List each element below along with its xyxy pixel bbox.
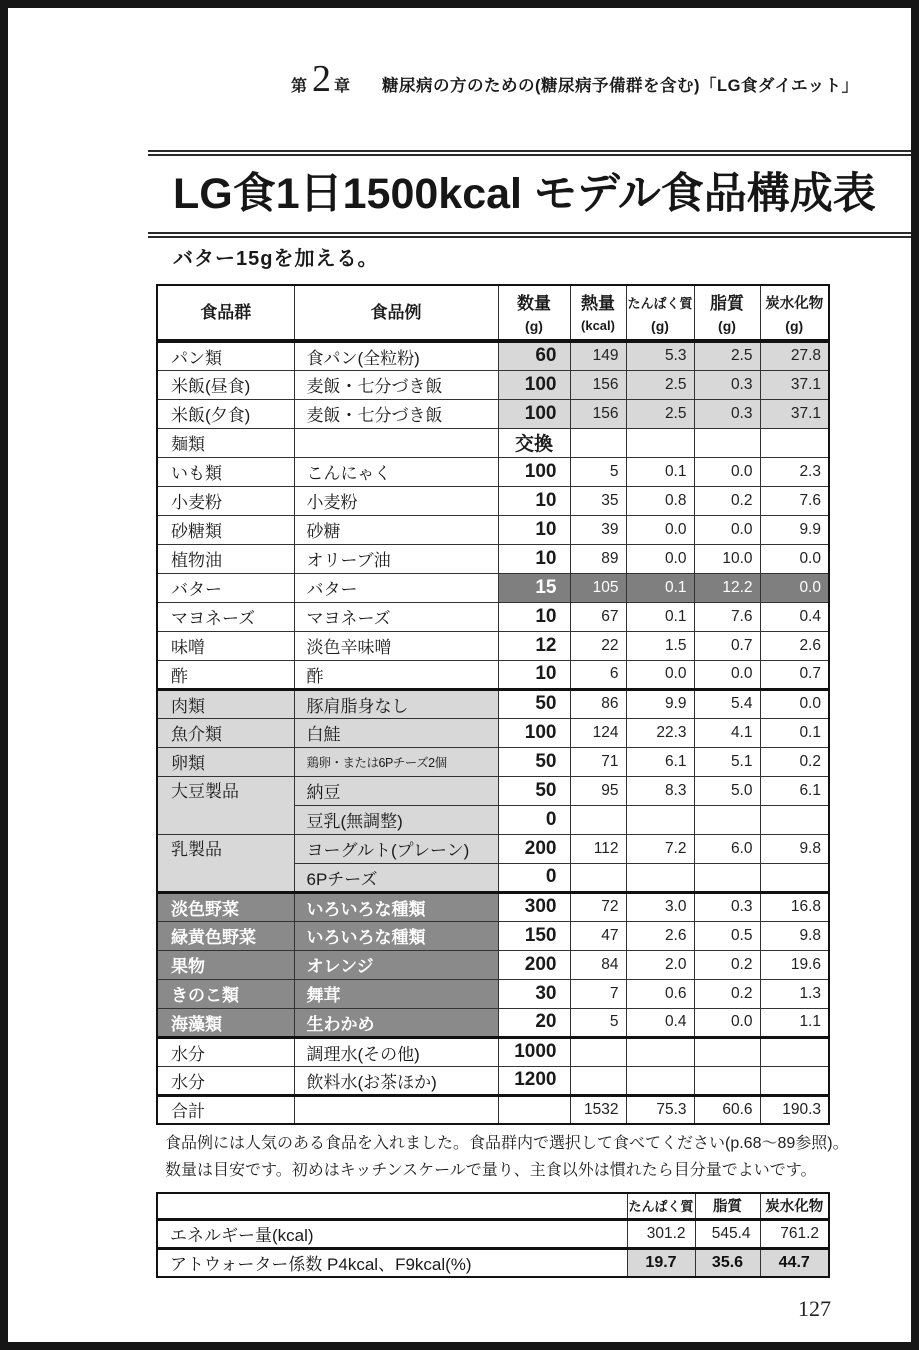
quantity-cell xyxy=(498,1095,570,1124)
chapter-prefix: 第 xyxy=(291,78,310,95)
table-row xyxy=(157,776,829,805)
food-group-cell: 酢 xyxy=(157,660,294,689)
value-cell: 9.8 xyxy=(760,834,829,863)
food-group-cell: 卵類 xyxy=(157,747,294,776)
value-cell: 0.3 xyxy=(694,370,760,399)
value-cell: 5.1 xyxy=(694,747,760,776)
table-row xyxy=(157,950,829,979)
footnotes xyxy=(165,1132,855,1186)
quantity-cell: 200 xyxy=(498,834,570,863)
food-example-cell: 飲料水(お茶ほか) xyxy=(294,1066,498,1095)
value-cell: 112 xyxy=(570,834,626,863)
quantity-cell: 10 xyxy=(498,486,570,515)
food-example-cell: いろいろな種類 xyxy=(294,892,498,921)
value-cell: 2.3 xyxy=(760,457,829,486)
food-example-cell: 納豆 xyxy=(294,776,498,805)
table-row xyxy=(157,573,829,602)
table-row xyxy=(157,370,829,399)
value-cell: 19.6 xyxy=(760,950,829,979)
table-row xyxy=(157,979,829,1008)
food-example-cell: 豆乳(無調整) xyxy=(294,805,498,834)
value-cell: 6.1 xyxy=(760,776,829,805)
value-cell: 1.5 xyxy=(626,631,694,660)
page-title: LG食1日1500kcal モデル食品構成表 xyxy=(173,170,876,218)
summary-table-wrap xyxy=(156,1192,830,1278)
value-cell xyxy=(760,805,829,834)
value-cell: 35 xyxy=(570,486,626,515)
chapter-heading xyxy=(291,60,859,98)
column-header-label: 数量 xyxy=(517,293,551,313)
quantity-cell: 0 xyxy=(498,863,570,892)
value-cell: 0.0 xyxy=(760,544,829,573)
table-row xyxy=(157,1095,829,1124)
value-cell: 0.0 xyxy=(694,1008,760,1037)
value-cell: 7.2 xyxy=(626,834,694,863)
value-cell: 6.0 xyxy=(694,834,760,863)
food-example-cell: 麦飯・七分づき飯 xyxy=(294,370,498,399)
main-table-head xyxy=(157,285,829,341)
column-header xyxy=(498,285,570,341)
value-cell: 1.1 xyxy=(760,1008,829,1037)
value-cell: 35.6 xyxy=(695,1248,760,1277)
summary-label-cell: アトウォーター係数 P4kcal、F9kcal(%) xyxy=(157,1248,627,1277)
value-cell: 2.5 xyxy=(694,341,760,370)
food-group-cell: 肉類 xyxy=(157,689,294,718)
food-example-cell xyxy=(294,428,498,457)
quantity-cell: 1200 xyxy=(498,1066,570,1095)
value-cell: 39 xyxy=(570,515,626,544)
value-cell: 0.6 xyxy=(626,979,694,1008)
column-header-label: 炭水化物 xyxy=(765,295,824,312)
quantity-cell: 50 xyxy=(498,689,570,718)
value-cell: 75.3 xyxy=(626,1095,694,1124)
value-cell: 124 xyxy=(570,718,626,747)
food-example-cell: 生わかめ xyxy=(294,1008,498,1037)
value-cell: 44.7 xyxy=(760,1248,829,1277)
value-cell xyxy=(570,1037,626,1066)
food-example-cell: 麦飯・七分づき飯 xyxy=(294,399,498,428)
value-cell xyxy=(694,805,760,834)
value-cell: 86 xyxy=(570,689,626,718)
table-row xyxy=(157,399,829,428)
table-row xyxy=(157,747,829,776)
value-cell xyxy=(626,863,694,892)
column-header xyxy=(570,285,626,341)
value-cell: 5 xyxy=(570,1008,626,1037)
column-header xyxy=(760,285,829,341)
value-cell: 0.4 xyxy=(626,1008,694,1037)
footnote-line: 数量は目安です。初めはキッチンスケールで量り、主食以外は慣れたら目分量でよいです。 xyxy=(165,1162,817,1179)
value-cell: 0.7 xyxy=(694,631,760,660)
food-example-cell: 食パン(全粒粉) xyxy=(294,341,498,370)
value-cell: 0.5 xyxy=(694,921,760,950)
table-row xyxy=(157,544,829,573)
quantity-cell: 10 xyxy=(498,515,570,544)
value-cell: 22 xyxy=(570,631,626,660)
value-cell xyxy=(760,1066,829,1095)
chapter-suffix: 章 xyxy=(334,78,353,95)
quantity-cell: 300 xyxy=(498,892,570,921)
summary-label-cell: エネルギー量(kcal) xyxy=(157,1219,627,1248)
value-cell: 0.2 xyxy=(694,979,760,1008)
value-cell: 0.0 xyxy=(694,515,760,544)
value-cell: 0.4 xyxy=(760,602,829,631)
value-cell: 10.0 xyxy=(694,544,760,573)
table-row xyxy=(157,631,829,660)
page-number: 127 xyxy=(798,1296,831,1321)
quantity-cell: 20 xyxy=(498,1008,570,1037)
value-cell: 12.2 xyxy=(694,573,760,602)
food-group-cell: きのこ類 xyxy=(157,979,294,1008)
value-cell: 60.6 xyxy=(694,1095,760,1124)
food-group-cell: 砂糖類 xyxy=(157,515,294,544)
food-example-cell: ヨーグルト(プレーン) xyxy=(294,834,498,863)
table-row xyxy=(157,1248,829,1277)
column-header-label: 熱量 xyxy=(581,293,615,313)
value-cell: 5 xyxy=(570,457,626,486)
table-row xyxy=(157,718,829,747)
table-row xyxy=(157,921,829,950)
quantity-cell: 100 xyxy=(498,457,570,486)
value-cell: 37.1 xyxy=(760,399,829,428)
food-group-cell: いも類 xyxy=(157,457,294,486)
column-header xyxy=(626,285,694,341)
food-group-cell: 味噌 xyxy=(157,631,294,660)
column-header-unit: (kcal) xyxy=(581,317,615,333)
column-header-label: 食品例 xyxy=(370,302,422,322)
value-cell xyxy=(570,863,626,892)
column-header-label: 食品群 xyxy=(200,302,252,322)
quantity-cell: 15 xyxy=(498,573,570,602)
bottom-table-body xyxy=(157,1219,829,1277)
value-cell: 0.0 xyxy=(760,689,829,718)
bottom-table-head xyxy=(157,1193,829,1219)
food-group-cell: 米飯(昼食) xyxy=(157,370,294,399)
column-header xyxy=(157,1193,627,1219)
value-cell: 47 xyxy=(570,921,626,950)
value-cell: 27.8 xyxy=(760,341,829,370)
value-cell: 2.6 xyxy=(760,631,829,660)
value-cell xyxy=(760,428,829,457)
food-example-cell: 舞茸 xyxy=(294,979,498,1008)
chapter-number: 2 xyxy=(312,58,332,100)
value-cell: 3.0 xyxy=(626,892,694,921)
food-example-cell: 6Pチーズ xyxy=(294,863,498,892)
food-group-cell: パン類 xyxy=(157,341,294,370)
food-example-cell: いろいろな種類 xyxy=(294,921,498,950)
food-group-cell: 乳製品 xyxy=(157,834,294,892)
food-example-cell: 調理水(その他) xyxy=(294,1037,498,1066)
food-example-cell: オリーブ油 xyxy=(294,544,498,573)
value-cell: 149 xyxy=(570,341,626,370)
column-header xyxy=(694,285,760,341)
column-header-unit: (g) xyxy=(718,317,736,334)
value-cell: 89 xyxy=(570,544,626,573)
table-row xyxy=(157,1219,829,1248)
food-group-cell: 淡色野菜 xyxy=(157,892,294,921)
value-cell: 761.2 xyxy=(760,1219,829,1248)
value-cell: 84 xyxy=(570,950,626,979)
value-cell: 4.1 xyxy=(694,718,760,747)
value-cell: 0.1 xyxy=(760,718,829,747)
quantity-cell: 200 xyxy=(498,950,570,979)
table-row xyxy=(157,892,829,921)
value-cell: 0.0 xyxy=(626,544,694,573)
value-cell: 19.7 xyxy=(627,1248,695,1277)
value-cell xyxy=(626,428,694,457)
value-cell: 105 xyxy=(570,573,626,602)
quantity-cell: 100 xyxy=(498,399,570,428)
value-cell: 190.3 xyxy=(760,1095,829,1124)
table-row xyxy=(157,602,829,631)
table-row xyxy=(157,457,829,486)
quantity-cell: 50 xyxy=(498,776,570,805)
value-cell: 0.2 xyxy=(694,950,760,979)
value-cell: 0.1 xyxy=(626,573,694,602)
value-cell: 16.8 xyxy=(760,892,829,921)
food-group-cell: 麺類 xyxy=(157,428,294,457)
value-cell: 95 xyxy=(570,776,626,805)
food-group-cell: 水分 xyxy=(157,1066,294,1095)
column-header-unit: (g) xyxy=(785,317,804,334)
food-group-cell: 植物油 xyxy=(157,544,294,573)
food-example-cell: 小麦粉 xyxy=(294,486,498,515)
value-cell: 0.2 xyxy=(694,486,760,515)
value-cell: 0.1 xyxy=(626,457,694,486)
value-cell: 0.3 xyxy=(694,399,760,428)
value-cell: 2.5 xyxy=(626,370,694,399)
value-cell xyxy=(694,1037,760,1066)
value-cell: 22.3 xyxy=(626,718,694,747)
quantity-cell: 10 xyxy=(498,660,570,689)
quantity-cell: 60 xyxy=(498,341,570,370)
value-cell: 6 xyxy=(570,660,626,689)
food-composition-table xyxy=(156,284,830,1125)
value-cell: 1532 xyxy=(570,1095,626,1124)
value-cell xyxy=(694,428,760,457)
subtitle: バター15gを加える。 xyxy=(173,248,379,270)
column-header: 脂質 xyxy=(695,1193,760,1219)
value-cell: 0.0 xyxy=(694,457,760,486)
header-row xyxy=(157,1193,829,1219)
quantity-cell: 100 xyxy=(498,370,570,399)
footnote-line: 食品例には人気のある食品を入れました。食品群内で選択して食べてください(p.68〜89参照)。 xyxy=(165,1135,849,1152)
value-cell: 2.0 xyxy=(626,950,694,979)
value-cell: 5.4 xyxy=(694,689,760,718)
food-composition-table-wrap xyxy=(156,284,830,1125)
summary-table xyxy=(156,1192,830,1278)
value-cell: 37.1 xyxy=(760,370,829,399)
column-header: 炭水化物 xyxy=(760,1193,829,1219)
table-row xyxy=(157,689,829,718)
quantity-cell: 10 xyxy=(498,602,570,631)
value-cell: 545.4 xyxy=(695,1219,760,1248)
value-cell: 8.3 xyxy=(626,776,694,805)
food-example-cell: 鶏卵・または6Pチーズ2個 xyxy=(294,747,498,776)
value-cell: 5.0 xyxy=(694,776,760,805)
value-cell: 0.0 xyxy=(626,660,694,689)
food-group-cell: 魚介類 xyxy=(157,718,294,747)
food-example-cell: オレンジ xyxy=(294,950,498,979)
food-group-cell: 果物 xyxy=(157,950,294,979)
value-cell xyxy=(626,1066,694,1095)
value-cell xyxy=(626,1037,694,1066)
value-cell: 0.0 xyxy=(626,515,694,544)
food-example-cell: マヨネーズ xyxy=(294,602,498,631)
value-cell: 7.6 xyxy=(760,486,829,515)
value-cell: 72 xyxy=(570,892,626,921)
value-cell: 5.3 xyxy=(626,341,694,370)
quantity-cell: 交換 xyxy=(498,428,570,457)
table-row xyxy=(157,834,829,863)
column-header-unit: (g) xyxy=(651,317,669,334)
quantity-cell: 150 xyxy=(498,921,570,950)
value-cell: 0.0 xyxy=(694,660,760,689)
table-row xyxy=(157,660,829,689)
header-row xyxy=(157,285,829,341)
table-row xyxy=(157,428,829,457)
quantity-cell: 100 xyxy=(498,718,570,747)
column-header-label: 脂質 xyxy=(710,293,744,313)
main-table-body xyxy=(157,341,829,1124)
food-group-cell: マヨネーズ xyxy=(157,602,294,631)
food-group-cell: 大豆製品 xyxy=(157,776,294,834)
value-cell xyxy=(694,1066,760,1095)
column-header-label: たんぱく質 xyxy=(627,295,693,311)
value-cell: 2.6 xyxy=(626,921,694,950)
food-group-cell: バター xyxy=(157,573,294,602)
food-example-cell: こんにゃく xyxy=(294,457,498,486)
value-cell xyxy=(570,805,626,834)
food-group-cell: 緑黄色野菜 xyxy=(157,921,294,950)
value-cell: 71 xyxy=(570,747,626,776)
value-cell: 156 xyxy=(570,399,626,428)
table-row xyxy=(157,486,829,515)
value-cell: 7 xyxy=(570,979,626,1008)
food-group-cell: 水分 xyxy=(157,1037,294,1066)
value-cell: 0.2 xyxy=(760,747,829,776)
value-cell xyxy=(760,863,829,892)
column-header xyxy=(157,285,294,341)
column-header-unit: (g) xyxy=(525,317,543,334)
column-header: たんぱく質 xyxy=(627,1193,695,1219)
food-group-cell: 海藻類 xyxy=(157,1008,294,1037)
value-cell: 0.0 xyxy=(760,573,829,602)
quantity-cell: 12 xyxy=(498,631,570,660)
table-row xyxy=(157,515,829,544)
quantity-cell: 10 xyxy=(498,544,570,573)
food-example-cell: 砂糖 xyxy=(294,515,498,544)
quantity-cell: 0 xyxy=(498,805,570,834)
food-example-cell: 豚肩脂身なし xyxy=(294,689,498,718)
food-example-cell: 淡色辛味噌 xyxy=(294,631,498,660)
value-cell: 0.7 xyxy=(760,660,829,689)
food-group-cell: 米飯(夕食) xyxy=(157,399,294,428)
value-cell: 67 xyxy=(570,602,626,631)
value-cell: 0.3 xyxy=(694,892,760,921)
value-cell xyxy=(570,428,626,457)
chapter-title: 糖尿病の方のための(糖尿病予備群を含む)「LG食ダイエット」 xyxy=(382,77,859,95)
food-example-cell: 酢 xyxy=(294,660,498,689)
table-row xyxy=(157,341,829,370)
table-row xyxy=(157,1066,829,1095)
food-group-cell: 小麦粉 xyxy=(157,486,294,515)
quantity-cell: 1000 xyxy=(498,1037,570,1066)
value-cell xyxy=(694,863,760,892)
quantity-cell: 30 xyxy=(498,979,570,1008)
value-cell: 301.2 xyxy=(627,1219,695,1248)
value-cell: 2.5 xyxy=(626,399,694,428)
column-header xyxy=(294,285,498,341)
value-cell: 6.1 xyxy=(626,747,694,776)
food-group-cell: 合計 xyxy=(157,1095,294,1124)
value-cell xyxy=(626,805,694,834)
value-cell: 9.9 xyxy=(626,689,694,718)
value-cell: 1.3 xyxy=(760,979,829,1008)
value-cell: 9.8 xyxy=(760,921,829,950)
value-cell: 156 xyxy=(570,370,626,399)
quantity-cell: 50 xyxy=(498,747,570,776)
table-row xyxy=(157,1037,829,1066)
value-cell xyxy=(570,1066,626,1095)
title-band xyxy=(148,150,919,238)
value-cell: 0.8 xyxy=(626,486,694,515)
food-example-cell: バター xyxy=(294,573,498,602)
value-cell: 7.6 xyxy=(694,602,760,631)
table-row xyxy=(157,1008,829,1037)
food-example-cell xyxy=(294,1095,498,1124)
value-cell xyxy=(760,1037,829,1066)
value-cell: 0.1 xyxy=(626,602,694,631)
food-example-cell: 白鮭 xyxy=(294,718,498,747)
value-cell: 9.9 xyxy=(760,515,829,544)
